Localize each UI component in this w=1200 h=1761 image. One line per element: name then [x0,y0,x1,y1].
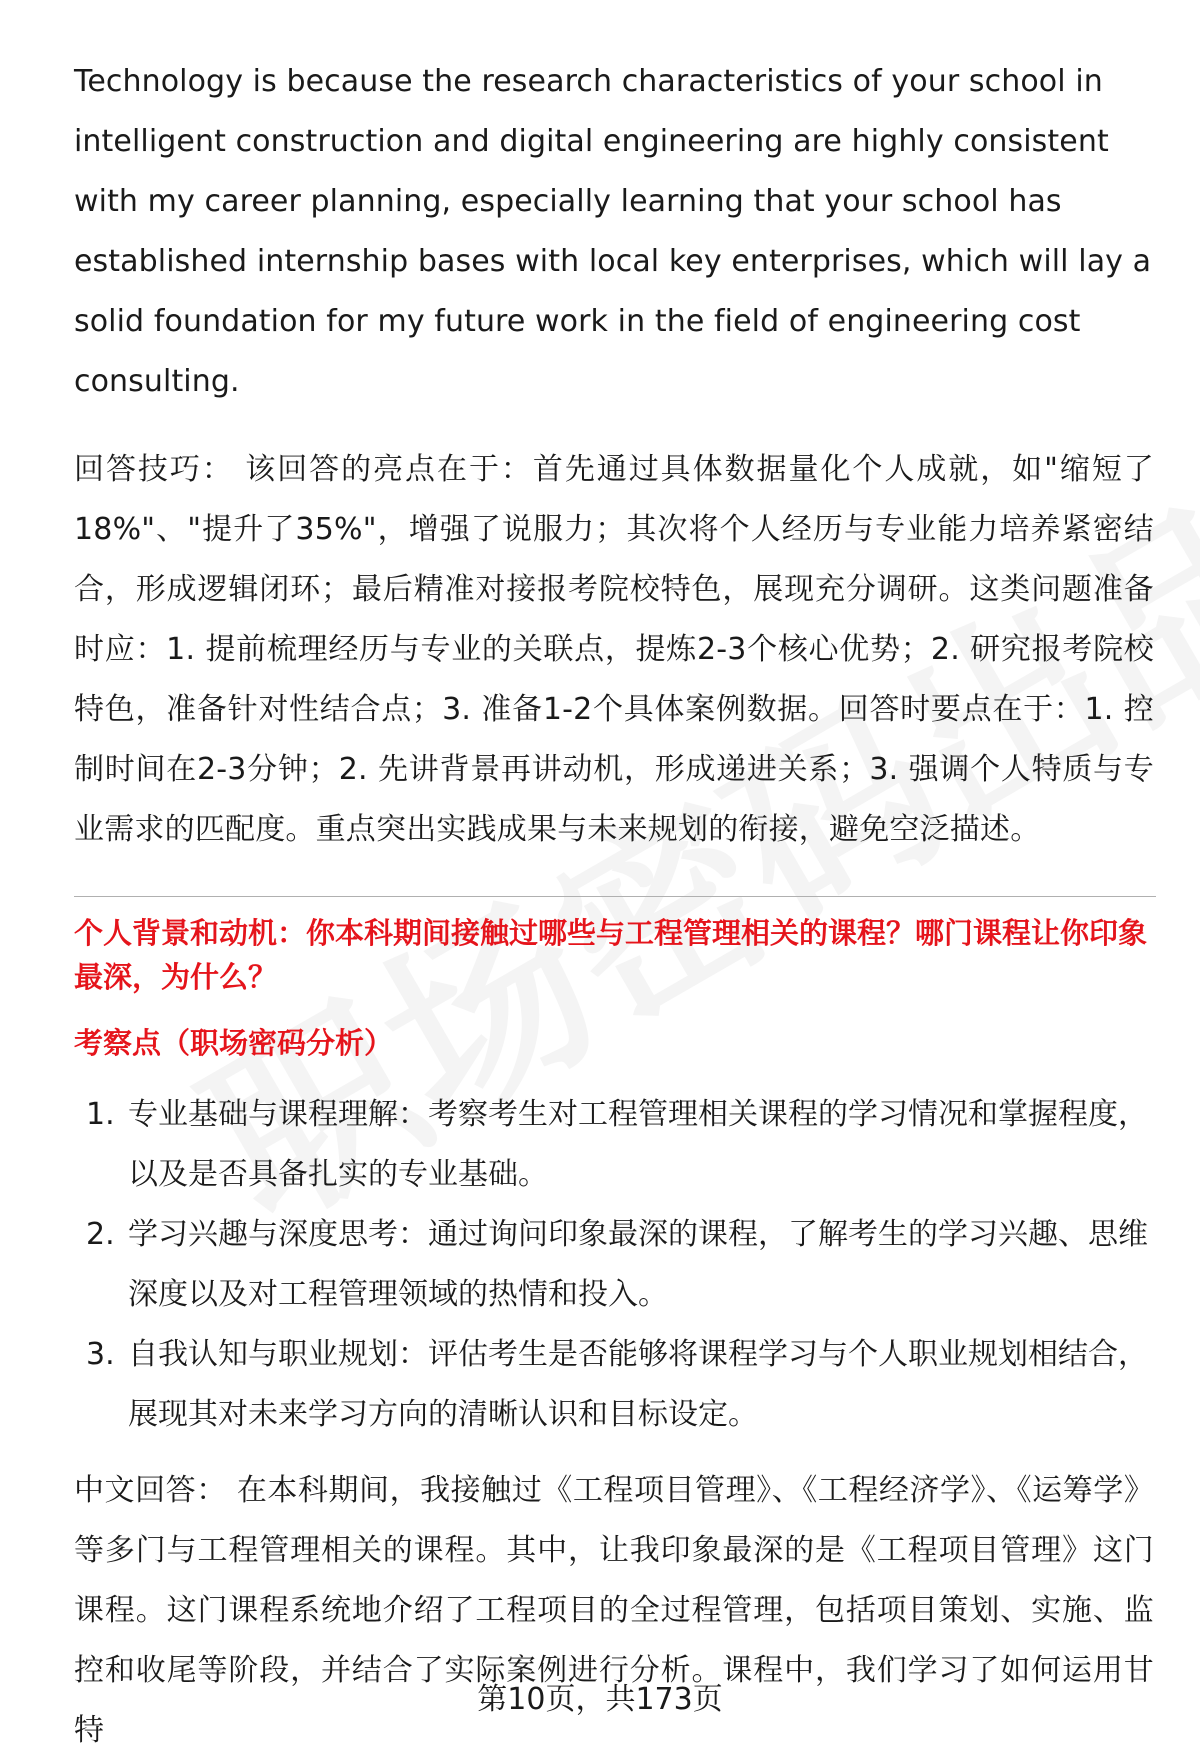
section-divider [74,896,1156,897]
list-item-text: 专业基础与课程理解：考察考生对工程管理相关课程的学习情况和掌握程度，以及是否具备扎实的专业基础。 [128,1097,1148,1192]
question-heading: 个人背景和动机：你本科期间接触过哪些与工程管理相关的课程？哪门课程让你印象最深，为什么？ [74,916,1148,994]
list-item-number: 2. [86,1217,115,1252]
intro-english-paragraph: Technology is because the research characteristics of your school in intelligent construction and digital engineering are highly consistent with my career planning, especially learning that your school has established internship bases with local key enterprises, which will lay a solid foundation for my future work in the field of engineering cost consulting. [74,64,1152,399]
list-item [74,1325,1154,1445]
list-item [74,1085,1154,1205]
answer-tip-text: 该回答的亮点在于：首先通过具体数据量化个人成就，如"缩短了18%"、"提升了35%"，增强了说服力；其次将个人经历与专业能力培养紧密结合，形成逻辑闭环；最后精准对接报考院校特色，展现充分调研。这类问题准备时应：1. 提前梳理经历与专业的关联点，提炼2-3个核心优势；2. 研究报考院校特色，准备针对性结合点；3. 准备1-2个具体案例数据。回答时要点在于：1. 控制时间在2-3分钟；2. 先讲背景再讲动机，形成递进关系；3. 强调个人特质与专业需求的匹配度。重点突出实践成果与未来规划的衔接，避免空泛描述。 [74,452,1154,847]
list-item-text: 自我认知与职业规划：评估考生是否能够将课程学习与个人职业规划相结合，展现其对未来学习方向的清晰认识和目标设定。 [128,1337,1148,1432]
chinese-answer-text: 在本科期间，我接触过《工程项目管理》、《工程经济学》、《运筹学》等多门与工程管理相关的课程。其中，让我印象最深的是《工程项目管理》这门课程。这门课程系统地介绍了工程项目的全过程管理，包括项目策划、实施、监控和收尾等阶段，并结合了实际案例进行分析。课程中，我们学习了如何运用甘特 [74,1473,1155,1748]
chinese-answer-label: 中文回答： [74,1473,227,1508]
list-item-number: 1. [86,1097,115,1132]
document-page [74,52,1154,1761]
list-item-number: 3. [86,1337,115,1372]
answer-tip-label: 回答技巧： [74,452,234,487]
page-number-footer: 第10页，共173页 [477,1682,723,1717]
assessment-points-list [74,1085,1154,1445]
list-item-text: 学习兴趣与深度思考：通过询问印象最深的课程，了解考生的学习兴趣、思维深度以及对工程管理领域的热情和投入。 [128,1217,1148,1312]
assessment-points-heading: 考察点（职场密码分析） [74,1026,394,1060]
list-item [74,1205,1154,1325]
answer-tip-paragraph [74,440,1154,860]
